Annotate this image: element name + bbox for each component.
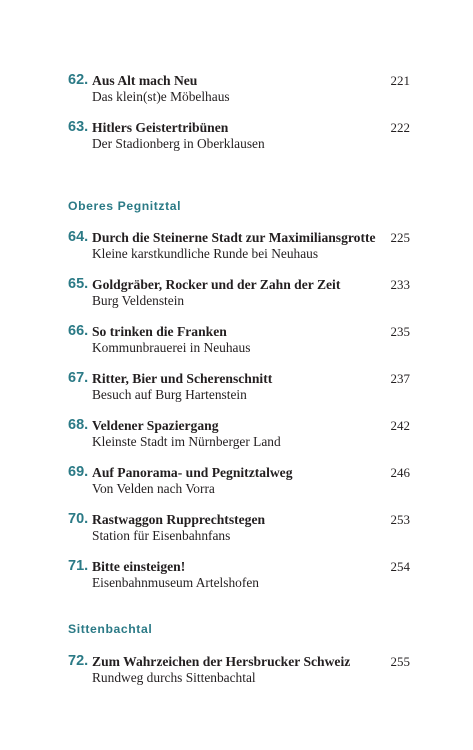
entry-page-number: 242 xyxy=(390,418,410,433)
entry-title: Rastwaggon Rupprechtstegen xyxy=(92,512,266,527)
entry-page-number: 246 xyxy=(390,465,410,480)
entry-number: 66. xyxy=(68,323,89,339)
entry-subtitle: Besuch auf Burg Hartenstein xyxy=(92,387,247,402)
entry-number: 68. xyxy=(68,417,89,433)
entry-page-number: 237 xyxy=(390,371,410,386)
entry-title: Hitlers Geistertribünen xyxy=(92,120,229,135)
entry-subtitle: Rundweg durchs Sittenbachtal xyxy=(92,670,256,685)
entry-subtitle: Kleine karstkundliche Runde bei Neuhaus xyxy=(92,246,319,261)
section-heading: Sittenbachtal xyxy=(68,622,153,636)
entry-title: Durch die Steinerne Stadt zur Maximiliansgrotte xyxy=(92,230,376,245)
entry-subtitle: Von Velden nach Vorra xyxy=(92,481,215,496)
entry-title: Zum Wahrzeichen der Hersbrucker Schweiz xyxy=(92,654,351,669)
entry-title: Aus Alt mach Neu xyxy=(92,73,198,88)
entry-subtitle: Burg Veldenstein xyxy=(92,293,185,308)
entry-subtitle: Kleinste Stadt im Nürnberger Land xyxy=(92,434,281,449)
entry-number: 64. xyxy=(68,229,89,245)
entry-number: 63. xyxy=(68,119,89,135)
entry-number: 72. xyxy=(68,653,89,669)
entry-subtitle: Eisenbahnmuseum Artelshofen xyxy=(92,575,259,590)
entry-number: 71. xyxy=(68,558,89,574)
entry-number: 67. xyxy=(68,370,89,386)
entry-title: Goldgräber, Rocker und der Zahn der Zeit xyxy=(92,277,341,292)
entry-title: Bitte einsteigen! xyxy=(92,559,186,574)
section-heading: Oberes Pegnitztal xyxy=(68,199,182,213)
entry-subtitle: Das klein(st)e Möbelhaus xyxy=(92,89,230,104)
entry-title: Ritter, Bier und Scherenschnitt xyxy=(92,371,273,386)
entry-page-number: 235 xyxy=(390,324,410,339)
entry-subtitle: Der Stadionberg in Oberklausen xyxy=(92,136,265,151)
entry-title: Veldener Spaziergang xyxy=(92,418,219,433)
entry-subtitle: Kommunbrauerei in Neuhaus xyxy=(92,340,251,355)
entry-page-number: 222 xyxy=(390,120,410,135)
entry-page-number: 221 xyxy=(390,73,410,88)
entry-number: 70. xyxy=(68,511,89,527)
entry-number: 69. xyxy=(68,464,89,480)
entry-number: 65. xyxy=(68,276,89,292)
entry-page-number: 225 xyxy=(390,230,410,245)
entry-page-number: 233 xyxy=(390,277,410,292)
entry-number: 62. xyxy=(68,72,89,88)
entry-page-number: 255 xyxy=(390,654,410,669)
entry-page-number: 254 xyxy=(390,559,410,574)
entry-title: So trinken die Franken xyxy=(92,324,227,339)
entry-title: Auf Panorama- und Pegnitztalweg xyxy=(92,465,293,480)
entry-subtitle: Station für Eisenbahnfans xyxy=(92,528,231,543)
entry-page-number: 253 xyxy=(390,512,410,527)
